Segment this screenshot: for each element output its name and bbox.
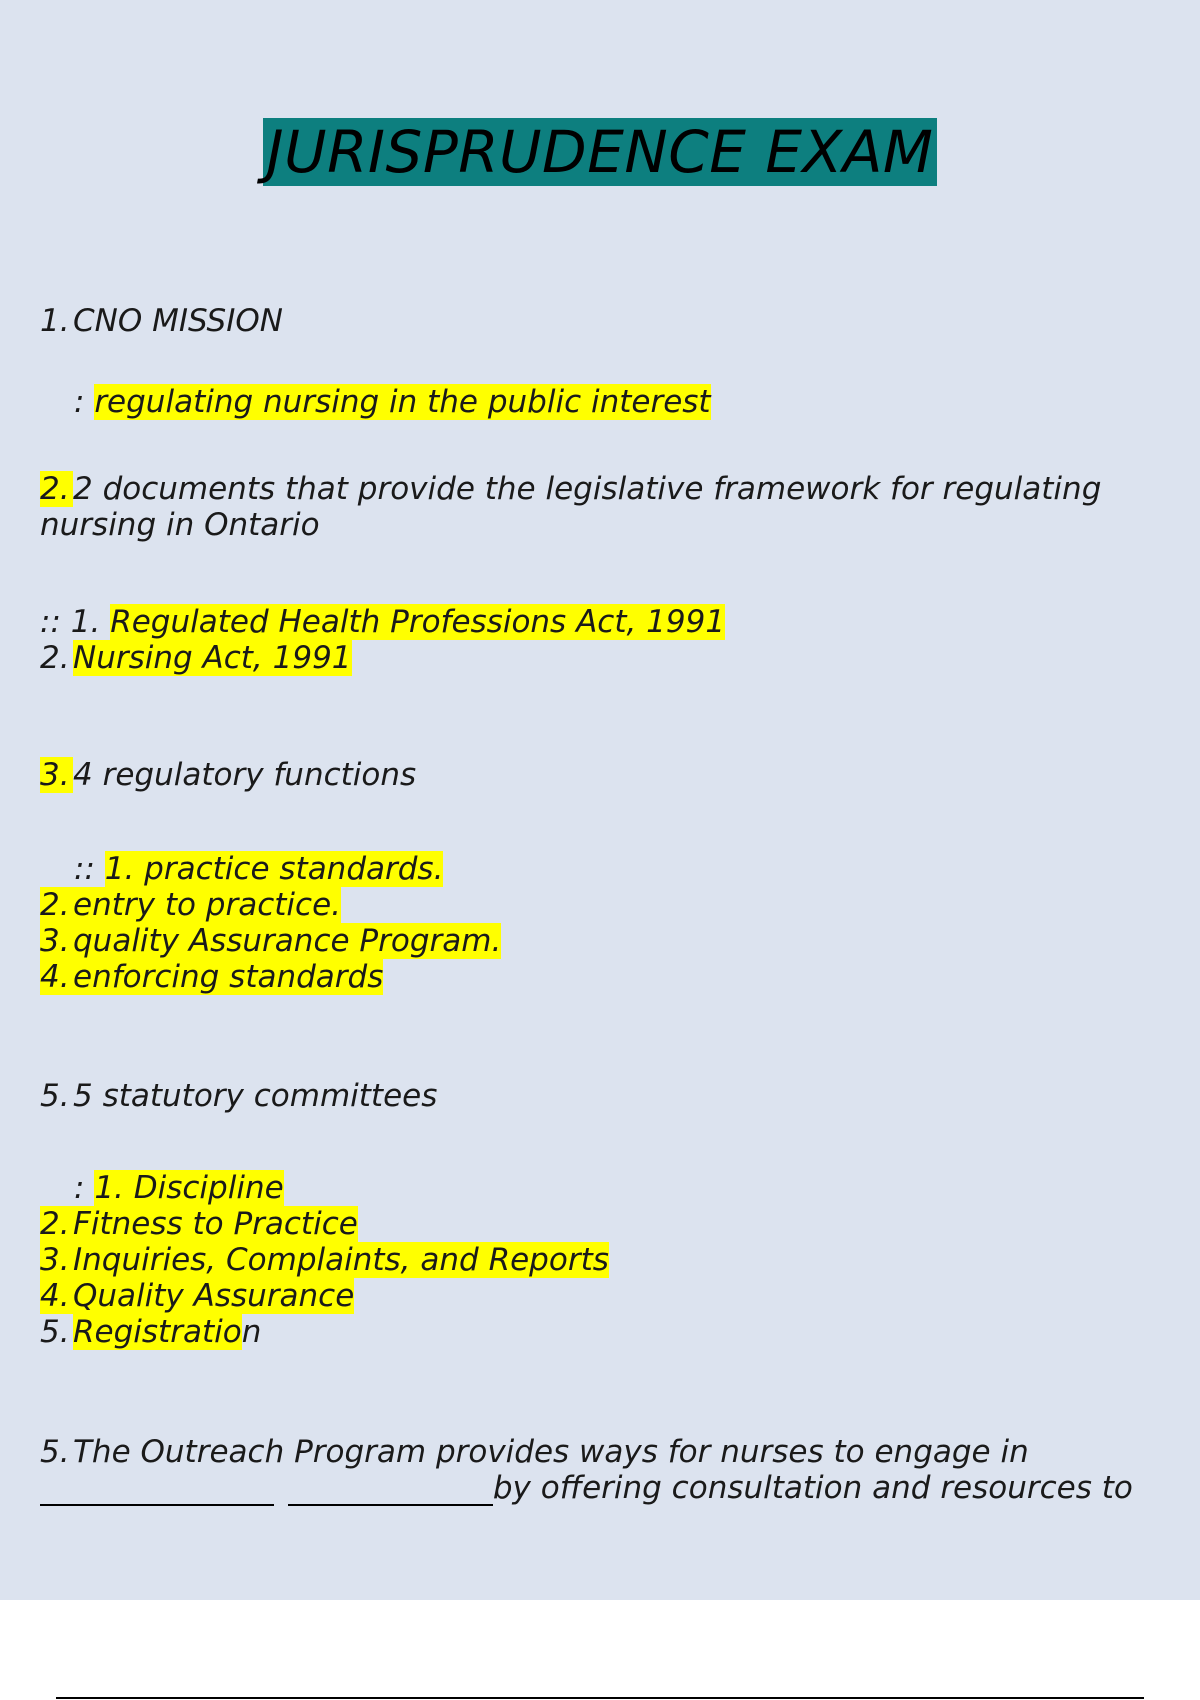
answer-5a-text-3: Inquiries, Complaints, and Reports (73, 1242, 609, 1278)
answer-5a-item-3 (40, 1242, 609, 1278)
answer-2-prefix: :: 1. (40, 604, 111, 640)
answer-1-text: regulating nursing in the public interest (94, 384, 711, 420)
answer-2-item-2 (40, 640, 352, 676)
question-2-text-line2: nursing in Ontario (40, 507, 320, 543)
answer-3-item-2 (40, 887, 341, 923)
fill-in-blank-2 (288, 1474, 493, 1506)
question-5b-line2: by offering consultation and resources to (492, 1470, 1133, 1506)
answer-3-text-4: enforcing standards (73, 959, 384, 995)
question-5b-line2-row (40, 1470, 1133, 1506)
answer-5a-text-5: Registratio (73, 1314, 242, 1350)
answer-5a-text-2: Fitness to Practice (73, 1206, 358, 1242)
answer-2-text-2: Nursing Act, 1991 (73, 640, 352, 676)
question-2-line2 (40, 507, 320, 543)
question-3-text: 4 regulatory functions (73, 757, 417, 793)
fill-in-blank-1 (40, 1474, 274, 1506)
question-1 (40, 303, 283, 339)
answer-5a-prefix: : (74, 1170, 95, 1206)
question-1-number: 1. (40, 303, 70, 339)
page-title: JURISPRUDENCE EXAM (263, 118, 938, 186)
answer-5a-number-4: 4. (40, 1278, 70, 1314)
answer-5a-item-5 (40, 1314, 261, 1350)
answer-3-item-4 (40, 959, 383, 995)
answer-5a-text-5-tail: n (241, 1314, 262, 1350)
answer-2-number-2: 2. (40, 640, 70, 676)
answer-3-text-3: quality Assurance Program. (73, 923, 502, 959)
answer-3-text-2: entry to practice. (73, 887, 341, 923)
answer-1-prefix: : (74, 384, 95, 420)
question-2-text-line1: 2 documents that provide the legislative framework for regulating (73, 471, 1102, 507)
footer-divider (56, 1697, 1144, 1699)
answer-5a-number-2: 2. (40, 1206, 70, 1242)
answer-3-item-1 (40, 851, 443, 887)
answer-3-number-4: 4. (40, 959, 70, 995)
question-3 (40, 757, 416, 793)
answer-2-text-1: Regulated Health Professions Act, 1991 (110, 604, 726, 640)
answer-5a-text-1: 1. Discipline (94, 1170, 284, 1206)
question-5a-number: 5. (40, 1078, 70, 1114)
question-2 (40, 471, 1101, 507)
question-1-text: CNO MISSION (73, 303, 283, 339)
question-5b-line1: The Outreach Program provides ways for nurses to engage in (73, 1434, 1029, 1470)
question-3-number: 3. (40, 757, 73, 793)
answer-5a-item-2 (40, 1206, 358, 1242)
answer-5a-number-5: 5. (40, 1314, 70, 1350)
answer-3-number-3: 3. (40, 923, 70, 959)
answer-1 (40, 384, 711, 420)
question-5a (40, 1078, 437, 1114)
answer-2-item-1 (40, 604, 725, 640)
title-wrapper (0, 118, 1200, 186)
answer-5a-text-4: Quality Assurance (73, 1278, 355, 1314)
answer-3-item-3 (40, 923, 501, 959)
question-5b (40, 1434, 1029, 1470)
question-5b-number: 5. (40, 1434, 70, 1470)
answer-5a-item-1 (40, 1170, 284, 1206)
answer-3-text-1: 1. practice standards. (104, 851, 444, 887)
answer-5a-item-4 (40, 1278, 354, 1314)
answer-3-number-2: 2. (40, 887, 70, 923)
answer-5a-number-3: 3. (40, 1242, 70, 1278)
question-2-number: 2. (40, 471, 73, 507)
answer-3-prefix: :: (74, 851, 105, 887)
question-5a-text: 5 statutory committees (73, 1078, 438, 1114)
